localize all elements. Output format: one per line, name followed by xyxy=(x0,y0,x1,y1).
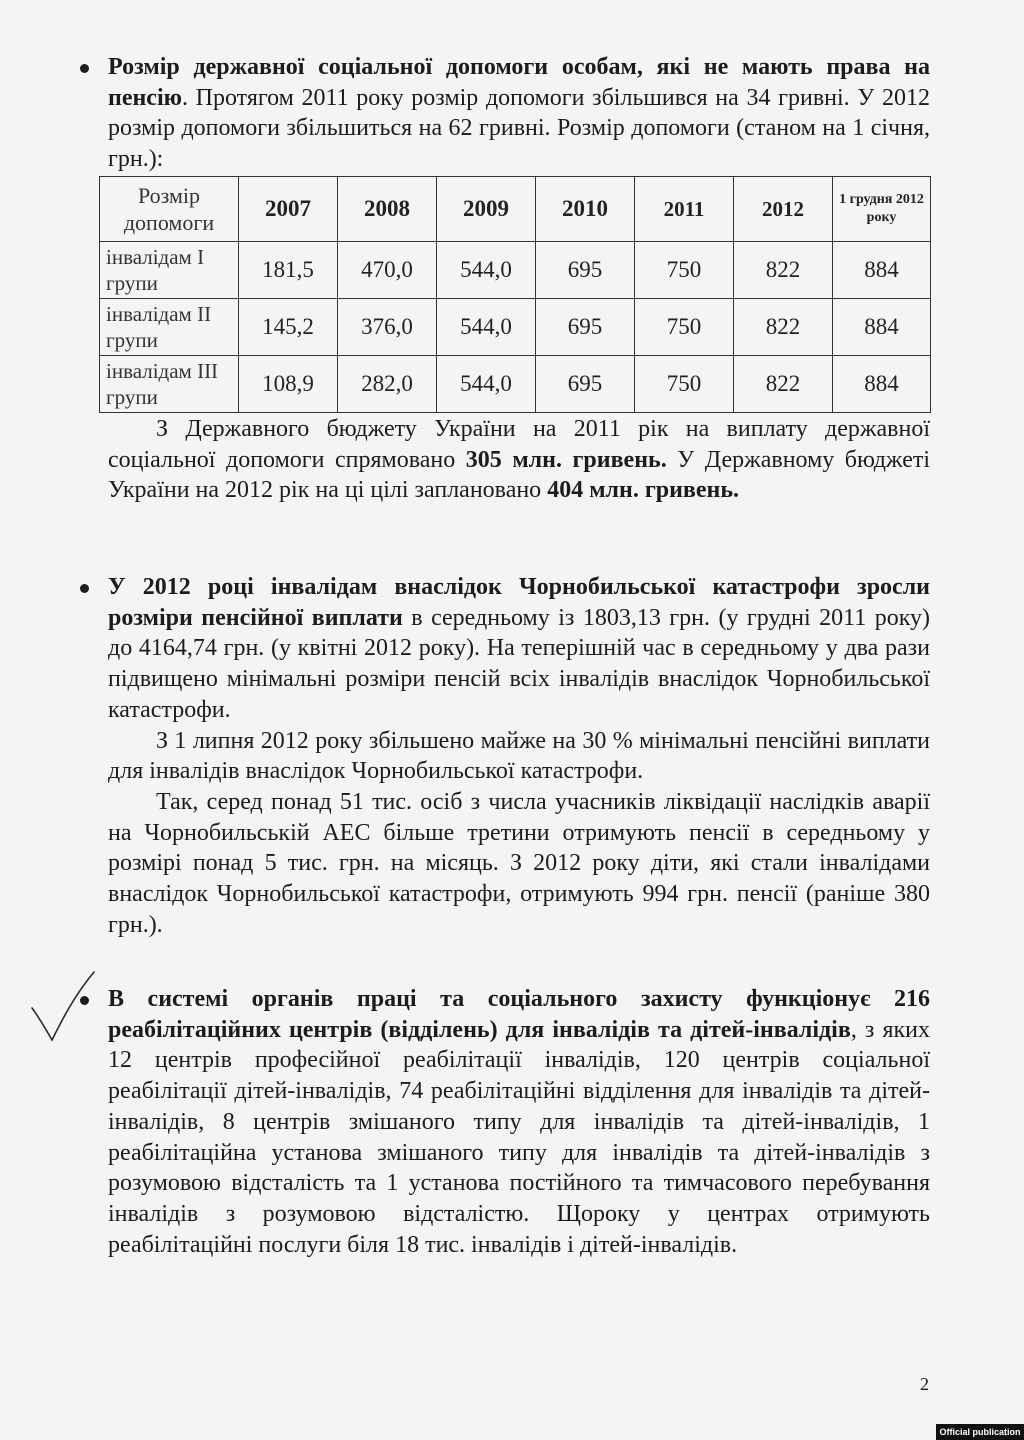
table-cell: 544,0 xyxy=(437,356,536,413)
section-state-aid xyxy=(78,52,930,175)
chornobyl-paragraph-3: Так, серед понад 51 тис. осіб з числа учасників ліквідації наслідків аварії на Чорнобильській АЕС більше третини отримують пенсії в середньому у розмірі понад 5 тис. грн. на місяць. З 2012 року діти, які стали інвалідами внаслідок Чорнобильської катастрофи, отримують 994 грн. пенсії (раніше 380 грн.). xyxy=(108,788,930,938)
table-cell: 695 xyxy=(536,356,635,413)
table-cell: 750 xyxy=(635,299,734,356)
table-cell: 884 xyxy=(833,299,931,356)
table-cell: 695 xyxy=(536,299,635,356)
table-cell: 544,0 xyxy=(437,242,536,299)
table-row-label: інвалідам ІІІ групи xyxy=(100,356,239,413)
state-aid-heading: Розмір державної соціальної допомоги особам, які не мають права на пенсію xyxy=(108,54,930,111)
table-cell: 822 xyxy=(734,299,833,356)
budget-amount-2012: 404 млн. гривень. xyxy=(547,477,740,504)
budget-amount-2011: 305 млн. гривень. xyxy=(465,446,667,473)
table-cell: 470,0 xyxy=(338,242,437,299)
table-row xyxy=(100,299,931,356)
table-row xyxy=(100,242,931,299)
table-row-label: інвалідам І групи xyxy=(100,242,239,299)
official-publication-badge: Official publication xyxy=(936,1424,1024,1440)
table-cell: 282,0 xyxy=(338,356,437,413)
table-header-year: 1 грудня 2012 року xyxy=(833,177,931,242)
section-chornobyl xyxy=(78,572,930,940)
table-header-row xyxy=(100,177,931,242)
budget-text-2: У Державному бюджеті України на 2012 рік на ці цілі заплановано xyxy=(108,446,931,504)
table-cell: 884 xyxy=(833,242,931,299)
table-cell: 695 xyxy=(536,242,635,299)
bullet-dot xyxy=(80,996,89,1005)
chornobyl-paragraph-2: З 1 липня 2012 року збільшено майже на 30 % мінімальні пенсійні виплати для інвалідів внаслідок Чорнобильської катастрофи. xyxy=(108,727,930,785)
table-row xyxy=(100,356,931,413)
table-cell: 822 xyxy=(734,242,833,299)
table-cell: 181,5 xyxy=(239,242,338,299)
state-aid-text: . Протягом 2011 року розмір допомоги збільшився на 34 гривні. У 2012 розмір допомоги збільшиться на 62 гривні. Розмір допомоги (станом на 1 січня, грн.): xyxy=(108,84,930,173)
table-header-year: 2012 xyxy=(734,177,833,242)
page-number: 2 xyxy=(920,1374,929,1394)
table-cell: 108,9 xyxy=(239,356,338,413)
chornobyl-heading: У 2012 році інвалідам внаслідок Чорнобильської катастрофи зросли розміри пенсійної виплати xyxy=(108,574,930,631)
table-cell: 544,0 xyxy=(437,299,536,356)
budget-paragraph xyxy=(108,414,930,506)
table-row-label: інвалідам ІІ групи xyxy=(100,299,239,356)
rehabilitation-text: , з яких 12 центрів професійної реабілітації інвалідів, 120 центрів соціальної реабілітації дітей-інвалідів, 74 реабілітаційні відділення для інвалідів та дітей-інвалідів, 8 центрів змішаного типу для інвалідів та дітей-інвалідів, 1 реабілітаційна установа змішаного типу для інвалідів та дітей-інвалідів з розумовою відсталість та 1 установа постійного та тимчасового перебування інвалідів з розумовою відсталістю. Щороку у центрах отримують реабілітаційні послуги біля 18 тис. інвалідів і дітей-інвалідів. xyxy=(108,1016,930,1258)
table-cell: 750 xyxy=(635,356,734,413)
table-header-year: 2007 xyxy=(239,177,338,242)
table-cell: 750 xyxy=(635,242,734,299)
table-cell: 884 xyxy=(833,356,931,413)
bullet-dot xyxy=(80,584,89,593)
table-header-year: 2009 xyxy=(437,177,536,242)
chornobyl-paragraph xyxy=(108,572,930,726)
aid-amount-table xyxy=(99,176,931,413)
table-header-year: 2008 xyxy=(338,177,437,242)
section-rehabilitation xyxy=(78,984,930,1260)
table-header-year: 2010 xyxy=(536,177,635,242)
state-aid-paragraph xyxy=(108,52,930,175)
table-cell: 376,0 xyxy=(338,299,437,356)
table-cell: 822 xyxy=(734,356,833,413)
bullet-dot xyxy=(80,64,89,73)
budget-text-1: З Державного бюджету України на 2011 рік на виплату державної соціальної допомоги спрямовано xyxy=(108,416,930,473)
table-header-label: Розмір допомоги xyxy=(100,177,239,242)
table-header-year: 2011 xyxy=(635,177,734,242)
chornobyl-text: в середньому із 1803,13 грн. (у грудні 2011 року) до 4164,74 грн. (у квітні 2012 року). На теперішній час в середньому у два рази підвищено мінімальні розміри пенсій всіх інвалідів внаслідок Чорнобильської катастрофи. xyxy=(108,604,931,723)
rehabilitation-heading: В системі органів праці та соціального захисту функціонує 216 реабілітаційних центрів (відділень) для інвалідів та дітей-інвалідів xyxy=(108,986,930,1043)
section-budget xyxy=(108,414,930,506)
rehabilitation-paragraph xyxy=(108,984,930,1260)
table-cell: 145,2 xyxy=(239,299,338,356)
